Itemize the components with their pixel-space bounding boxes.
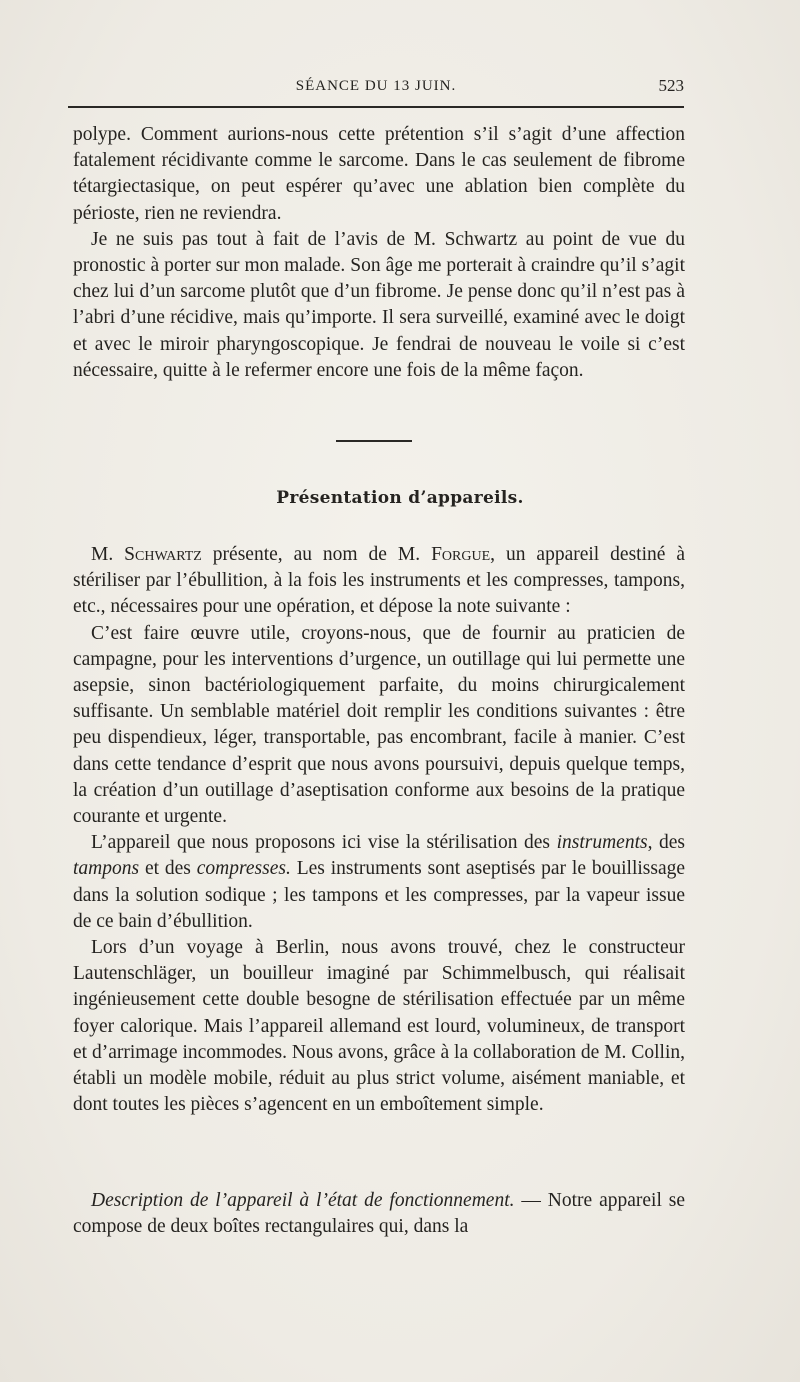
page-number: 523 [658,76,684,95]
paragraph [73,1188,685,1240]
text-run: Les instruments sont aseptisés par le bouillissage dans la solution sodique ; les tampons et les compresses, par la vapeur issue de ce bain d’ébullition. [73,858,686,932]
description-heading: Description de l’appareil à l’état de fonctionnement. [91,1190,515,1211]
paragraph [73,830,685,935]
header-rule [68,106,684,108]
paragraph: polype. Comment aurions-nous cette prétention s’il s’agit d’une affection fatalement récidivante comme le sarcome. Dans le cas seulement de fibrome tétargiectasique, on peut espérer qu’avec une ablation bien complète du périoste, rien ne reviendra. [73,124,685,224]
emphasis: compresses. [196,858,291,880]
description-text [73,1188,685,1240]
intro-rest: , un appareil destiné à stériliser par l’ébullition, à la fois les instruments et les compresses, tampons, etc., nécessaires pour une opération, et dépose la note suivante : [73,544,686,618]
paragraph: Je ne suis pas tout à fait de l’avis de M. Schwartz au point de vue du pronostic à porter sur mon malade. Son âge me porterait à craindre qu’il s’agit chez lui d’un sarcome plutôt que d’un fibrome. Je pense donc qu’il n’est pas à l’abri d’une récidive, mais qu’importe. Il sera surveillé, examiné avec le doigt et avec le miroir pharyngoscopique. Je fendrai de nouveau le voile si c’est nécessaire, quitte à le refermer encore une fois de la même façon. [73,228,685,381]
text-run: L’appareil que nous proposons ici vise la stérilisation des [91,832,550,854]
paragraph: Lors d’un voyage à Berlin, nous avons trouvé, chez le constructeur Lautenschläger, un bouilleur imaginé par Schimmelbusch, qui réalisait ingénieusement cette double besogne de stérilisation effectuée par un même foyer calorique. Mais l’appareil allemand est lourd, volumineux, de transport et d’arrimage incommodes. Nous avons, grâce à la collaboration de M. Collin, établi un modèle mobile, réduit au plus strict volume, aisément maniable, et dont toutes les pièces s’agencent en un emboîtement simple. [73,937,685,1116]
text-run: , des [647,832,686,854]
page-header [68,76,684,98]
section-separator [336,440,412,442]
continuation-text [73,122,685,384]
running-head: SÉANCE DU 13 JUIN. [295,78,457,94]
text-run: et des [144,858,191,880]
paragraph [73,542,685,621]
emphasis: instruments [556,832,648,854]
paragraph: C’est faire œuvre utile, croyons-nous, que de fournir au praticien de campagne, pour les interventions d’urgence, un outillage qui lui permette une asepsie, sinon bactériologiquement parfaite, du moins chirurgicalement suffisante. Un semblable matériel doit remplir les conditions suivantes : être peu dispendieux, léger, transportable, pas encombrant, facile à manier. C’est dans cette tendance d’esprit que nous avons poursuivi, depuis quelque temps, la création d’un outillage d’aseptisation conforme aux besoins de la pratique courante et urgente. [73,622,685,828]
presentation-text [73,542,685,1118]
text-run: — Notre appareil se compose de deux boîtes rectangulaires qui, dans la [73,1190,685,1238]
intro-m: M. [91,544,114,565]
section-title: Présentation d’appareils. [276,488,524,508]
emphasis: tampons [73,858,140,880]
intro-mid: présente, au nom de M. [212,544,421,565]
author-name: Forgue [431,544,491,565]
author-name: Schwartz [124,544,202,565]
